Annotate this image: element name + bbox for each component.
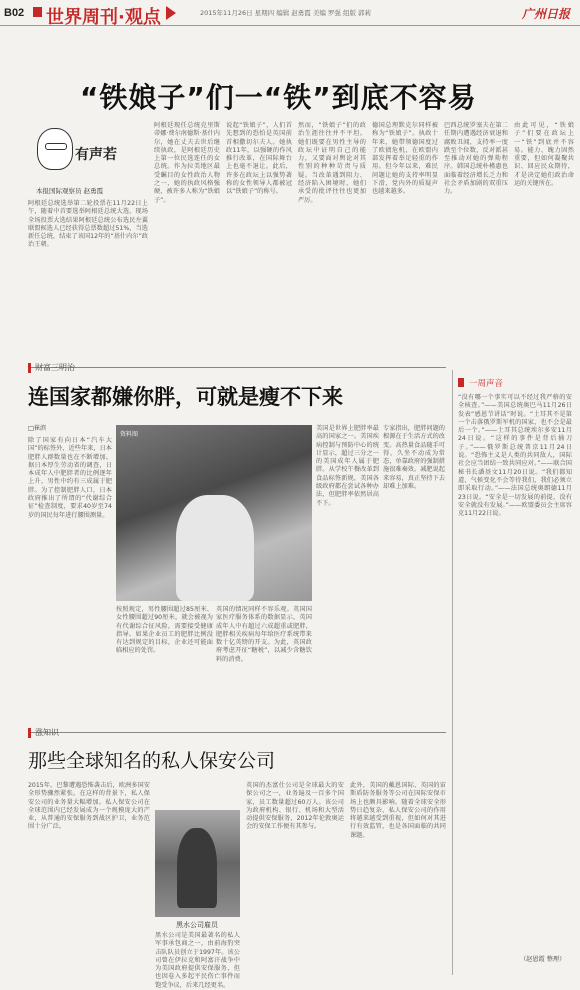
sidebar-marker-icon	[458, 378, 464, 387]
section-divider	[28, 367, 446, 368]
article1-col7: 由此可见，“铁娘子”们要在政坛上一“铁”到底并不容易。能力、魄力固然重要，但如何凝聚共识、回应民众期待，才是决定她们政治命运的关键所在。	[514, 122, 574, 188]
page-number: B02	[4, 7, 25, 19]
article3-col2: 黑水公司是美国最著名的私人军事承包商之一，由前海豹突击队队员创立于1997年。该公司曾在伊拉克和阿富汗战争中为美国政府提供安保服务，但也因卷入多起平民伤亡事件而饱受争议，后来几经更名。	[155, 932, 240, 989]
column-brand: 有声若	[75, 147, 117, 163]
page-header	[0, 0, 580, 26]
article1-col5: 德国总理默克尔同样被称为“铁娘子”。执政十年来，她带领德国度过了欧债危机，在欧盟内部发挥着举足轻重的作用。但今年以来，难民问题让她的支持率明显下滑，党内外的质疑声也越来越多。	[372, 122, 438, 196]
article1-col3: 说起“铁娘子”，人们首先想到的恐怕是英国前首相撒切尔夫人。她执政11年，以强硬的作风推行改革，在国际舞台上也毫不退让。此后，许多在政坛上以强势著称的女性领导人都被冠以“铁娘子”的称号。	[226, 122, 292, 196]
issue-meta: 2015年11月26日 星期四 编辑 赵勇霞 美编 罗强 组版 郭莉	[200, 9, 372, 17]
article3-col3: 英国的杰富仕公司是全球最大的安保公司之一，业务遍及一百多个国家，员工数量超过60万人。该公司为政府机构、银行、机场和大型活动提供安保服务，2012年伦敦奥运会的安保工作便有其参与。	[246, 782, 344, 831]
arrow-icon	[166, 6, 176, 20]
article1-col2: 阿根廷现任总统克里斯蒂娜·费尔南德斯·基什内尔，她在丈夫去世后继续执政，是阿根廷历史上第一位民选连任的女总统。作为拉美地区最受瞩目的女性政治人物之一，她的执政风格强硬，被许多人称为“铁娘子”。	[154, 122, 220, 204]
article3-tab-label: 涨知识	[35, 728, 59, 737]
article2-col3: 英国的情况同样不容乐观。英国国家医疗服务体系的数据显示，英国成年人中有超过六成超重或肥胖，肥胖相关疾病每年给医疗系统带来数十亿英镑的开支。为此，英国政府考虑开征“糖税”，以减少含糖饮料的消费。	[216, 606, 312, 663]
sidebar-title: 一周声音	[469, 379, 504, 389]
article3-headline: 那些全球知名的私人保安公司	[28, 750, 276, 772]
article1-col6: 巴西总统罗塞夫在第二任期内遭遇经济衰退和腐败丑闻，支持率一度跌至个位数，反对派甚至推动对她的弹劾程序。韩国总统朴槿惠也面临着经济增长乏力和社会矛盾加剧的双重压力。	[444, 122, 508, 196]
article2-tab	[28, 362, 75, 373]
section-title: 世界周刊·观点	[46, 7, 161, 28]
article3-col4: 此外，美国的戴恩国际、英国的宙斯盾防务服务等公司在国际安保市场上也颇具影响。随着全球安全形势日趋复杂，私人保安公司的作用将越来越受到重视，但如何对其进行有效监管，也是各国面临的共同课题。	[350, 782, 446, 839]
article2-byline: □崔滨	[28, 425, 47, 432]
article3-tab	[28, 727, 59, 738]
soldier-figure	[177, 828, 217, 908]
article1-col4: 然而，“铁娘子”们的政治生涯往往并不平坦。她们既要在男性主导的政坛中证明自己的能力，又要面对舆论对其性别的种种苛责与质疑。当改革遇到阻力、经济陷入困境时，她们承受的批评往往也更加严厉。	[298, 122, 366, 204]
article1-headline: “铁娘子”们一“铁”到底不容易	[80, 81, 477, 114]
article2-col4: 美国是世界上肥胖率最高的国家之一。美国疾病控制与预防中心的统计显示，超过三分之一的美国成年人属于肥胖。从学校午餐改革到食品标签新规，美国各级政府都在尝试各种办法，但肥胖率依然居高不下。	[316, 425, 379, 507]
photo-credit: 资料图	[120, 431, 139, 438]
sidebar-divider	[452, 370, 453, 975]
article2-col5: 专家指出，肥胖问题的根源在于生活方式的改变。高热量食品随手可得，久坐不动成为常态，单靠政府的强制措施很难奏效。减肥说起来容易，真正坚持下去却难上加难。	[383, 425, 445, 491]
section-divider-2	[28, 732, 446, 733]
sidebar-compiler: （赵恩霞 整理）	[520, 956, 566, 963]
article2-headline: 连国家都嫌你胖，可就是瘦不下来	[28, 385, 343, 409]
security-contractor-photo	[155, 810, 240, 917]
section-marker-icon	[33, 7, 42, 17]
article3-col1: 2015年，巴黎遭遇恐怖袭击后，欧洲多国安全形势骤然紧张。在这样的背景下，私人保安公司的业务量大幅增加。私人保安公司在全球范围内已经发展成为一个规模庞大的产业，从普通的安保服务到战区护卫，业务范围十分广泛。	[28, 782, 150, 831]
columnist-portrait	[27, 120, 129, 182]
tab-marker-icon	[28, 363, 31, 373]
sidebar-quotes: “没有哪一个事实可以不经过我严格的安全核查。”——美国总统奥巴马11月26日发表“感恩节讲话”时说。“土耳其不是第一个击落俄罗斯军机的国家，也不会是最后一个。”——土耳其总统埃尔多安11月24日说。“这样的事件是背后捅刀子。”——俄罗斯总统普京11月24日说。“恐怖主义是人类的共同敌人，国际社会应当团结一致共同应对。”——联合国秘书长潘基文11月20日说。“我们都知道，气候变化不会等待我们，我们必须立即采取行动。”——法国总统奥朗德11月23日说。“安全是一切发展的前提，没有安全就没有发展。”——欧盟委员会主席容克11月22日说。	[458, 394, 572, 518]
obese-person-photo	[116, 425, 312, 601]
article2-col2: 按照规定，男性腰围超过85厘米、女性腰围超过90厘米，就会被视为有代谢综合征风险，需要接受健康指导。如果企业员工的肥胖比例没有达到规定的目标，企业还可能面临相应的处罚。	[116, 606, 213, 655]
face-illustration-icon	[37, 128, 73, 170]
article1-col1: 阿根廷总统选举第二轮投票在11月22日上午，随着中首要选举阿根廷总统大选，现场全场投票大选结果阿根廷总统公布选民左翼联盟候选人已经获得总票数超过51%，当选新任总统，结束了该国12年的“基什内尔”政治王朝。	[28, 200, 148, 249]
newspaper-logo: 广州日报	[521, 7, 570, 21]
article2-col1: 除了国家有向日本“汽车大国”的标签外，近些年来，日本肥胖人群数量也在不断增加。据日本厚生劳动省的调查，日本成年人中肥胖者的比例逐年上升，男性中约有三成属于肥胖。为了控制肥胖人口，日本政府推出了所谓的“代谢综合征”检查制度，要求40岁至74岁的国民每年进行腰围测量。	[28, 437, 112, 519]
article1-byline: 本报国际观察员 赵勇霞	[36, 187, 104, 195]
tab-marker-icon-2	[28, 728, 31, 738]
article2-tab-label: 财富三明治	[35, 363, 75, 372]
person-figure	[176, 495, 254, 601]
photo-caption: 黑水公司雇员	[176, 921, 218, 929]
